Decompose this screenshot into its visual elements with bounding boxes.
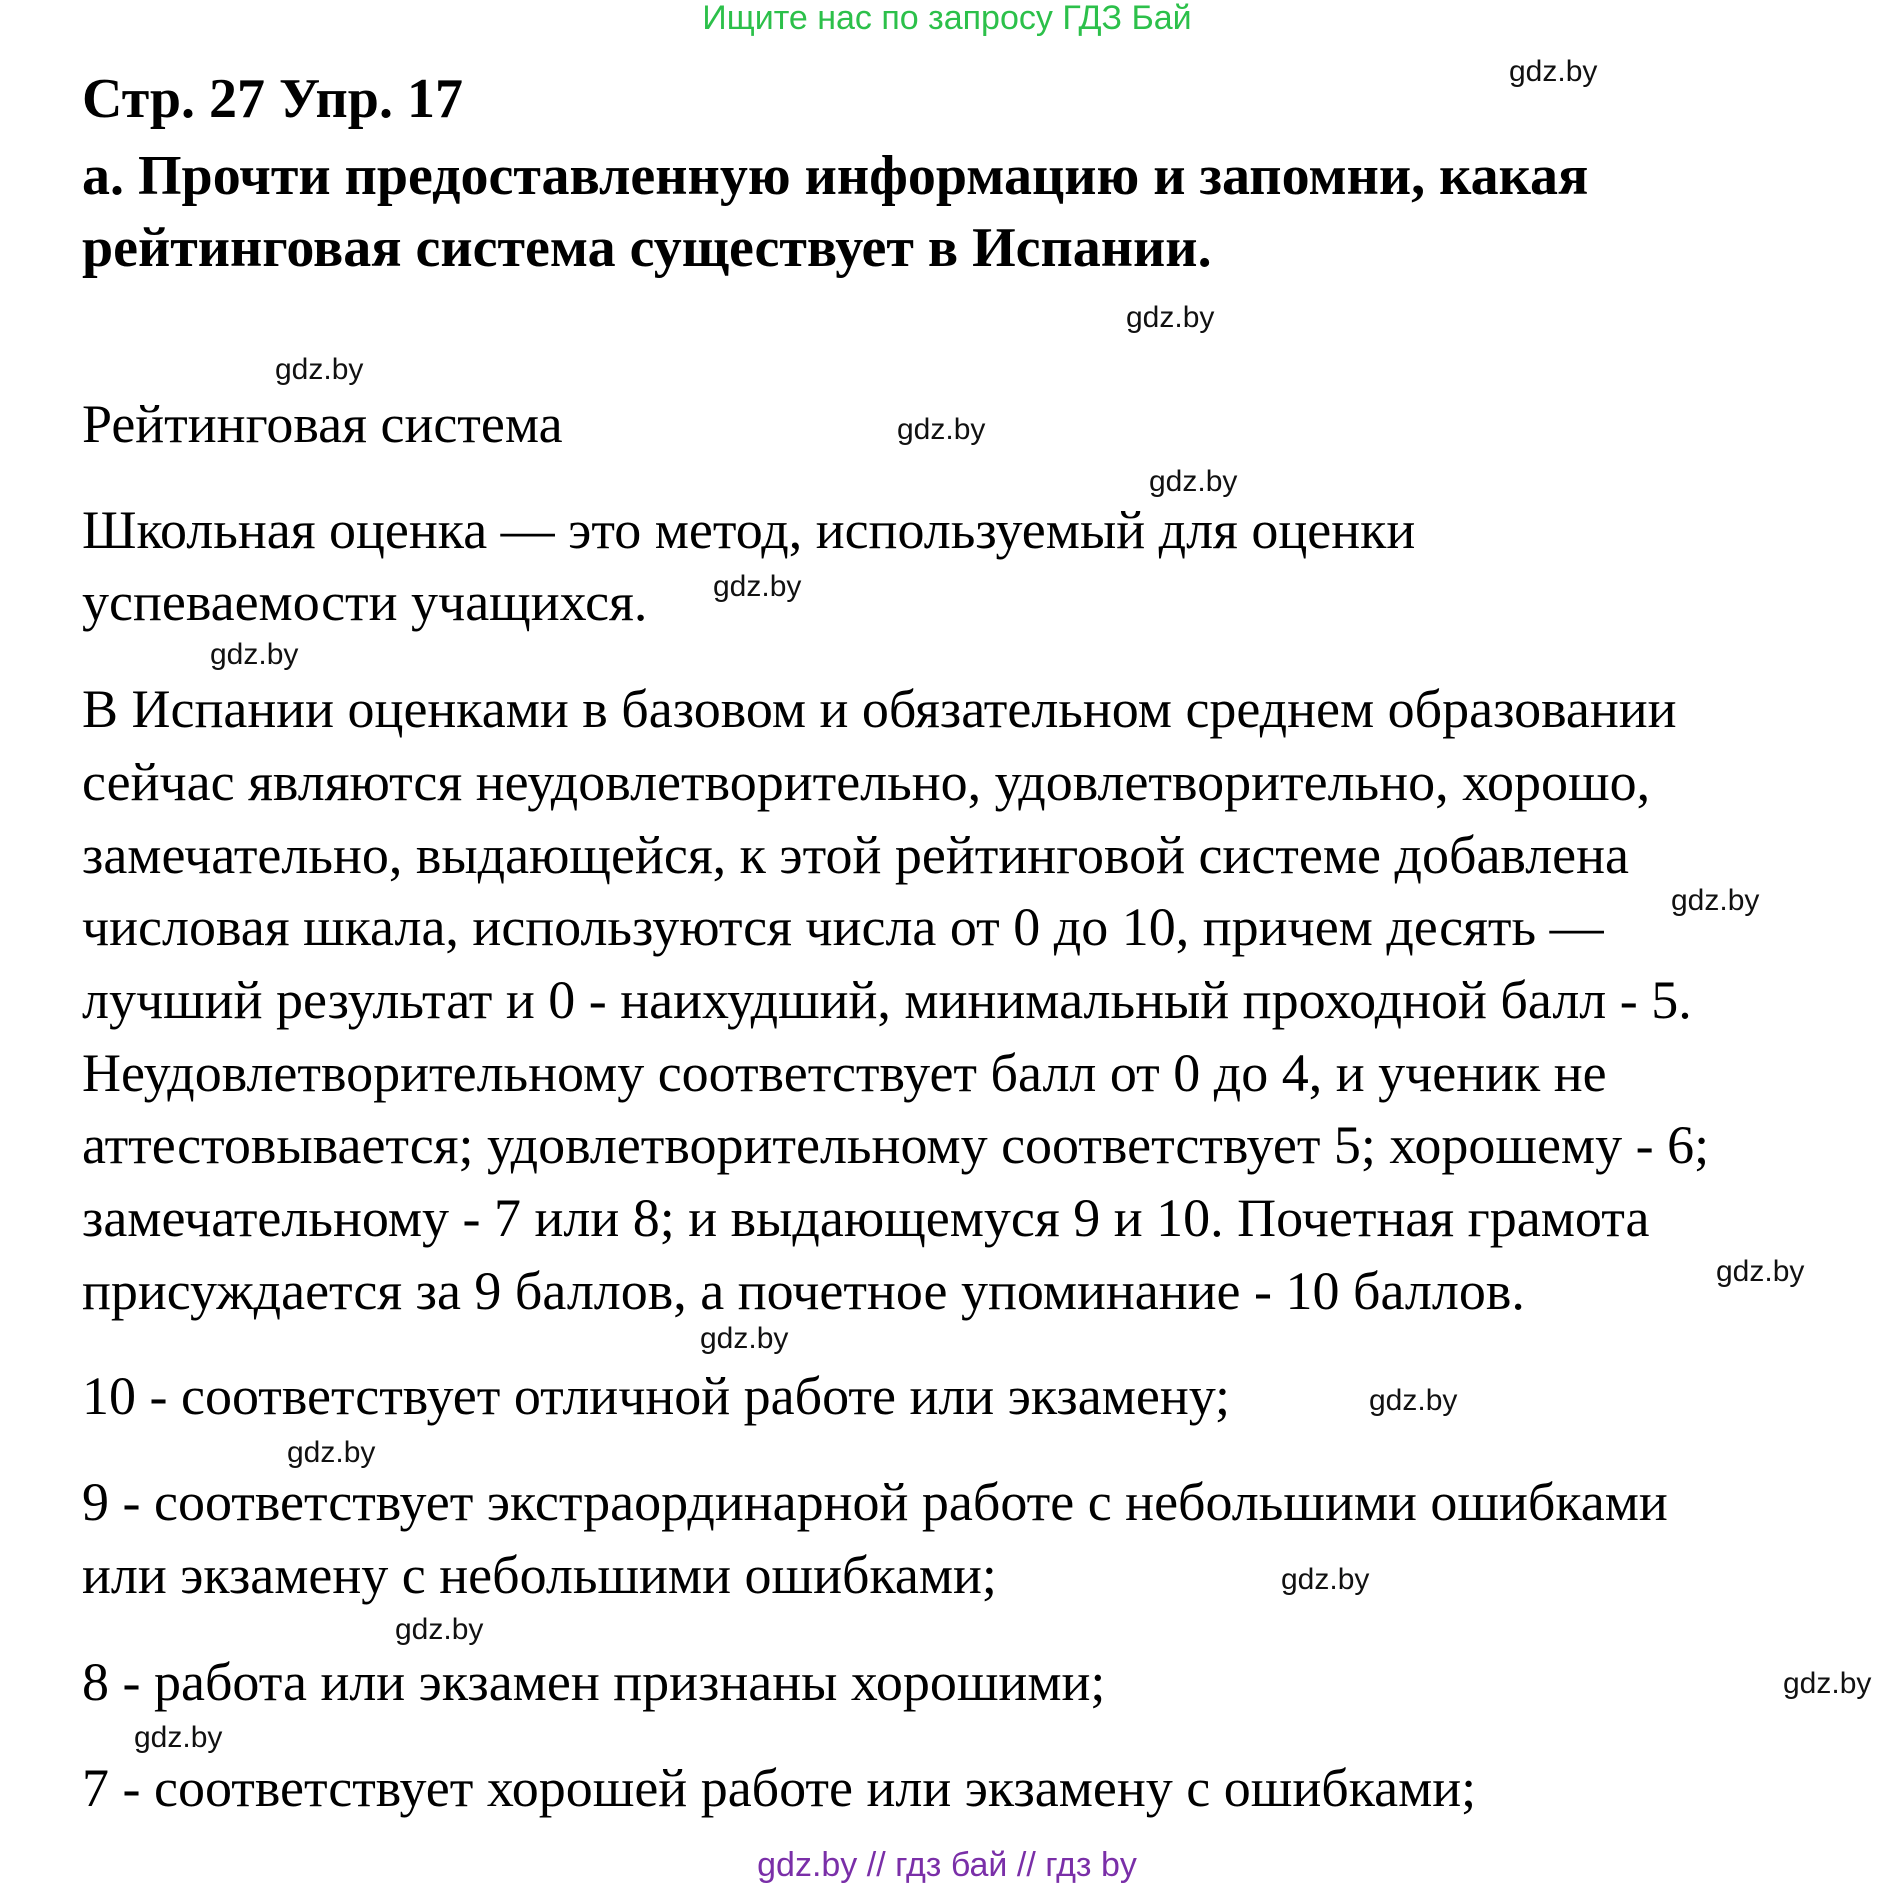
grade-10-line: 10 - соответствует отличной работе или экзамену;: [82, 1366, 1231, 1426]
watermark: gdz.by: [1671, 884, 1760, 917]
para2-line-8: замечательному - 7 или 8; и выдающемуся 9 и 10. Почетная грамота: [82, 1188, 1650, 1248]
watermark: gdz.by: [1783, 1667, 1872, 1700]
watermark: gdz.by: [395, 1613, 484, 1646]
watermark: gdz.by: [134, 1721, 223, 1754]
para2-line-1: В Испании оценками в базовом и обязательном среднем образовании: [82, 679, 1677, 739]
watermark: gdz.by: [275, 353, 364, 386]
para1-line-1: Школьная оценка — это метод, используемый для оценки: [82, 500, 1416, 560]
para2-line-7: аттестовывается; удовлетворительному соответствует 5; хорошему - 6;: [82, 1115, 1710, 1175]
watermark: gdz.by: [1281, 1563, 1370, 1596]
para2-line-6: Неудовлетворительному соответствует балл от 0 до 4, и ученик не: [82, 1043, 1607, 1103]
para2-line-3: замечательно, выдающейся, к этой рейтинговой системе добавлена: [82, 825, 1629, 885]
para2-line-5: лучший результат и 0 - наихудший, минимальный проходной балл - 5.: [82, 970, 1692, 1030]
grade-9-line-1: 9 - соответствует экстраординарной работе с небольшими ошибками: [82, 1472, 1668, 1532]
watermark: gdz.by: [897, 413, 986, 446]
grade-8-line: 8 - работа или экзамен признаны хорошими;: [82, 1652, 1106, 1712]
para1-line-2: успеваемости учащихся.: [82, 572, 648, 632]
footer-links[interactable]: gdz.by // гдз бай // гдз by: [757, 1846, 1137, 1884]
para2-line-2: сейчас являются неудовлетворительно, удовлетворительно, хорошо,: [82, 752, 1651, 812]
watermark: gdz.by: [1716, 1255, 1805, 1288]
watermark: gdz.by: [1369, 1384, 1458, 1417]
top-banner[interactable]: Ищите нас по запросу ГДЗ Бай: [702, 0, 1192, 37]
watermark: gdz.by: [1509, 55, 1598, 88]
para2-line-9: присуждается за 9 баллов, а почетное упоминание - 10 баллов.: [82, 1261, 1525, 1321]
page-exercise-title: Стр. 27 Упр. 17: [82, 68, 463, 130]
watermark: gdz.by: [1149, 465, 1238, 498]
task-text-line-2: рейтинговая система существует в Испании.: [82, 217, 1212, 279]
section-title: Рейтинговая система: [82, 394, 563, 454]
watermark: gdz.by: [210, 638, 299, 671]
task-text-line-1: а. Прочти предоставленную информацию и запомни, какая: [82, 145, 1589, 207]
para2-line-4: числовая шкала, используются числа от 0 до 10, причем десять —: [82, 897, 1604, 957]
watermark: gdz.by: [713, 570, 802, 603]
watermark: gdz.by: [287, 1436, 376, 1469]
watermark: gdz.by: [1126, 301, 1215, 334]
watermark: gdz.by: [700, 1322, 789, 1355]
grade-9-line-2: или экзамену с небольшими ошибками;: [82, 1545, 997, 1605]
grade-7-line: 7 - соответствует хорошей работе или экзамену с ошибками;: [82, 1758, 1477, 1818]
